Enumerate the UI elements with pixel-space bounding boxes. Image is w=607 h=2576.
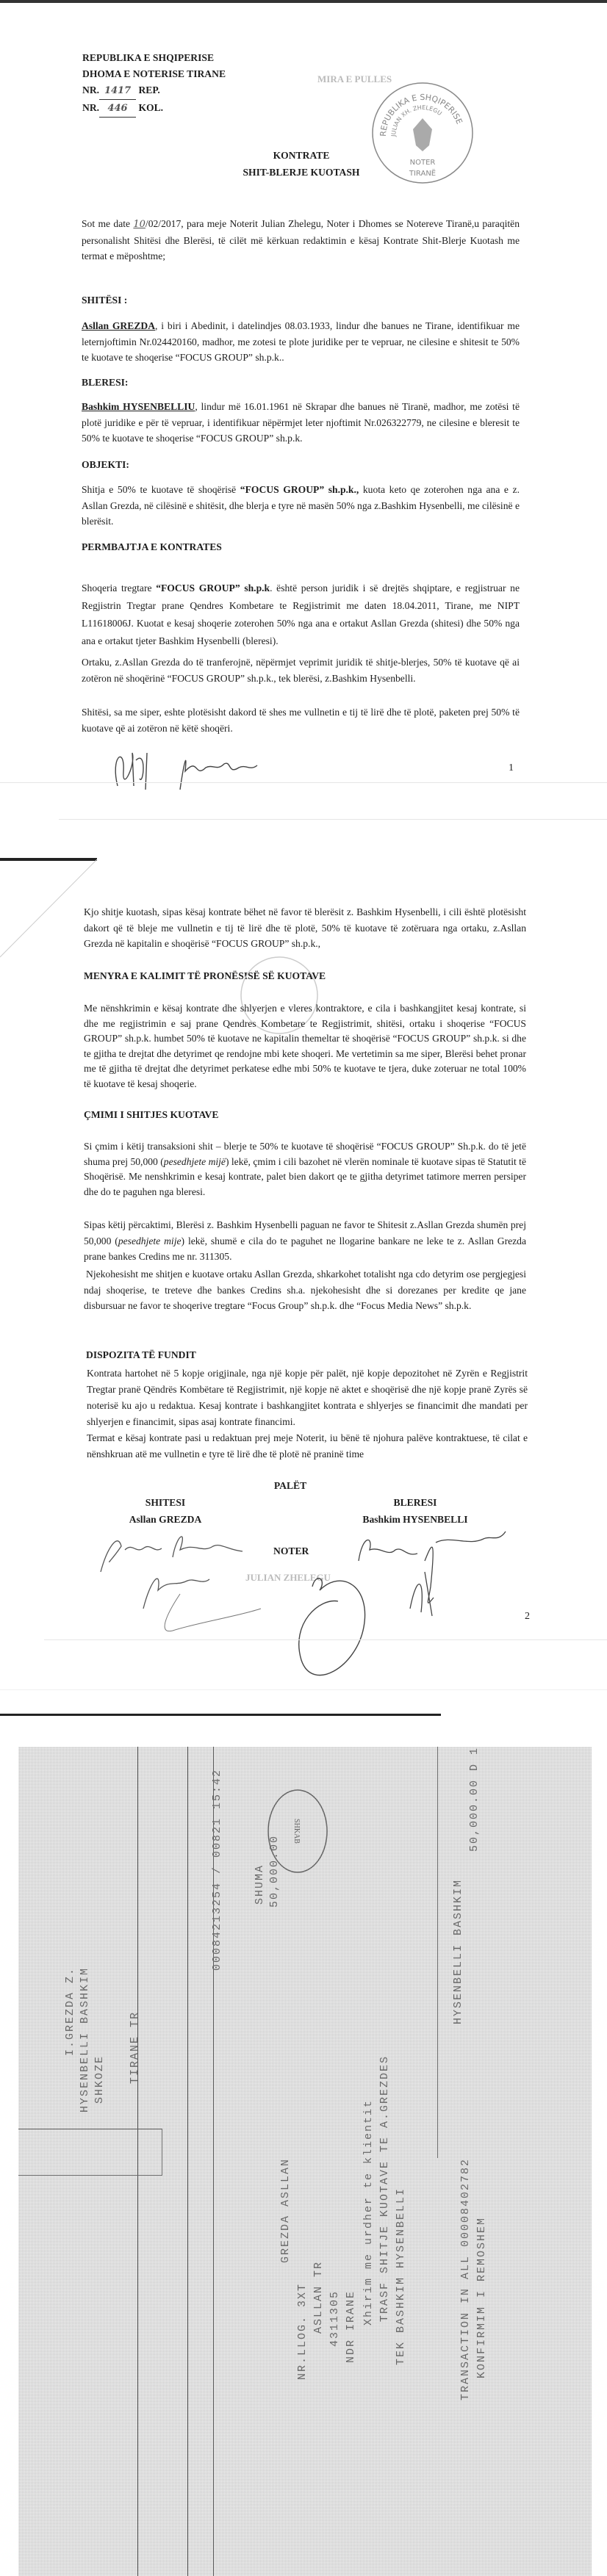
receipt-detail: NDR IRANE [345,2290,357,2364]
seller-agreement-paragraph: Shitësi, sa me siper, eshte plotësisht dakord të shes me vullnetin e tij të lirë dhe të plotë, paketen prej 50% të kuotave që ai zotëron në këtë shoqëri. [82,707,520,734]
bank-stamp-text: SHKAB [292,1819,301,1844]
final-paragraph: Kontrata hartohet në 5 kopje origjinale, nga një kopje për palët, një kopje depozitohet në Zyrën e Regjistrit Tregtar pranë Qëndrës Kombëtare të Regjistrimit, një kopje në aktet e shoqërisë dhe një kopje pranë Zyrës së noterisë ku ajo u redaktua. Kesaj kontrate i bashkangjitet kontrata e shlyerjes se financimit dhe mandati per shlyerjen e financimit, sipas asaj kontrate financimi. [87,1368,528,1427]
svg-text:NOTER: NOTER [409,159,436,167]
receipt-detail: 4311305 [328,2290,341,2348]
receipt-detail: NR.LLOG. 3XT [296,2283,309,2381]
amount-words: pesedhjete mije [118,1235,182,1246]
buyer-sign-name: Bashkim HYSENBELLI [362,1514,468,1525]
receipt-payee-amount: 50,000.00 D 1 [468,1747,481,1852]
seller-heading: SHITËSI : [82,295,128,306]
text: ) lekë, shumë e cila do te paguhet ne llogarine bankare ne leke te z. Asllan Grezda prane bankes Credins me nr. 311305. [84,1235,527,1262]
page-top-edge [0,0,607,3]
receipt-left-line: TIRANE TR [129,2011,141,2085]
receipt-left-line: SHKOZE [93,2055,106,2104]
column-line [187,1747,188,2576]
receipt-detail: TRASF SHITJE KUOTAVE TE A.GREZDES [378,2055,391,2323]
page-number: 1 [509,762,514,773]
contract-subtitle: SHIT-BLERJE KUOTASH [243,167,360,178]
partner-paragraph: Ortaku, z.Asllan Grezda do të tranferojnë, nëpërmjet veprimit juridik të shitje-blerjes, 50% të kuotave që ai zotëron në shoqërinë “FOCUS GROUP” sh.p.k., tek blerësi, z.Bashkim Hysenbelli. [82,657,520,684]
final-heading: DISPOZITA TË FUNDIT [86,1349,196,1360]
buyer-role: BLERESI [393,1497,437,1508]
text: Si çmim i këtij transaksioni shit – blerje te 50% te kuotave të shoqërisë “FOCUS GROUP” Sh.p.k. do të jetë shuma prej 50,000 ( [84,1141,526,1167]
text: Shitja e 50% te kuotave të shoqërisë [82,484,240,495]
text: Shoqeria tregtare [82,582,157,594]
sale-paragraph: Kjo shitje kuotash, sipas kësaj kontrate bëhet në favor të blerësit z. Bashkim Hysenbelli, i cili është plotësisht dakort që të bleje me vullnetin e tij të lirë dhe të plotë, 50% të kuotave të zotëruara nga ortaku, z.Asllan Grezda në kapitalin e shoqërisë “FOCUS GROUP” sh.p.k., [84,906,526,949]
header-line: DHOMA E NOTERISE TIRANE [82,68,226,79]
svg-text:TIRANË: TIRANË [409,170,437,178]
receipt-detail: GREZDA ASLLAN [279,2158,292,2264]
seller-paragraph [82,318,520,366]
bank-stamp-icon [265,1787,331,1875]
kol-number: 446 [99,101,136,118]
receipt-reference: 00084213254 / 00821 15:42 [211,1769,223,1971]
text: , i biri i Abedinit, i datelindjes 08.03.1933, lindur dhe banues ne Tirane, identifikuar me leternjoftimin Nr.024420160, madhor, me zotesi te plote juridike per te vepruar, ne cilesine e shitesit te 50% te kuotave te shoqerise “FOCUS GROUP” sh.p.k.. [82,320,520,363]
column-line [437,1747,438,2158]
company-paragraph [82,580,520,650]
intro-paragraph [82,216,520,264]
svg-text:REPUBLIKA E SHQIPERISE: REPUBLIKA E SHQIPERISE [378,92,464,137]
label: KOL. [138,102,164,113]
object-paragraph [82,482,520,530]
receipt-left-line: HYSENBELLI BASHKIM [79,1967,91,2113]
receipt-confirmation: KONFIRMIM I REMOSHEM [475,2217,488,2379]
text: ) lekë, çmim i cili bazohet në vlerën nominale të kuotave sipas të Statutit të Shoqërisë. Me nenshkrimin e kesaj kontrate, palet bien dakort qe te gjitha detyrimet tatimore merren persiper dhe do te paguhen nga bleresi. [84,1155,526,1197]
parties-heading: PALËT [273,1480,307,1491]
company-name: “FOCUS GROUP” sh.p.k., [240,484,359,495]
company-name: “FOCUS GROUP” sh.p.k [156,582,270,594]
text: kuota keto qe zoterohen nga ana e z. Asllan Grezda, në cilësinë e shitësit, dhe blerja e tyre në masën 50% nga z.Bashkim Hysenbelli, me cilësinë e blerësit. [82,484,520,527]
kol-number-line [82,100,226,118]
page-divider [0,782,607,783]
text: Sipas këtij përcaktimi, Blerësi z. Bashkim Hysenbelli paguan ne favor te Shitesit z.Asllan Grezda shumën prej 50,000 ( [84,1219,526,1246]
notary-role: NOTER [273,1545,309,1556]
text: . është person juridik i së drejtës shqiptare, e regjistruar ne Regjistrin Tregtar prane Qendres Kombetare te Regjistrimit me daten 18.04.2011, Tirane, me NIPT L11618006J. Kuotat e kesaj shoqerie zoterohen 50% nga ana e ortakut Asllan Grezda (shitesi) dhe 50% nga ana e ortakut tjeter Bashkim Hysenbelli (bleresi). [82,582,520,646]
receipt-transaction: TRANSACTION IN ALL 00008402782 [459,2158,472,2401]
receipt-detail: TEK BASHKIM HYSENBELLI [395,2187,407,2366]
rep-number: 1417 [99,83,136,100]
buyer-name: Bashkim HYSENBELLIU [82,401,195,412]
price-heading: ÇMIMI I SHITJES KUOTAVE [84,1109,219,1120]
notary-header [82,50,226,118]
buyer-heading: BLERESI: [82,377,129,388]
terms-paragraph: Termat e kësaj kontrate pasi u redaktuan prej meje Noterit, iu bënë të njohura palëve kontraktuese, të cilat e nënshkruan atë me vullnetin e tyre të lirë dhe të plotë në praninë time [87,1432,528,1460]
page-divider [0,1689,607,1690]
receipt-payee: HYSENBELLI BASHKIM [452,1879,464,2025]
seller-sign-name: Asllan GREZDA [129,1514,202,1525]
contract-title: KONTRATE [273,150,330,161]
price-paragraph [84,1139,526,1199]
handwritten-day: 10 [133,219,146,230]
receipt-amount: 50,000.00 [268,1835,281,1908]
text: Sot me date [82,218,134,229]
rep-number-line [82,82,226,100]
seller-role: SHITESI [145,1497,186,1508]
page-number: 2 [525,1611,530,1622]
seller-signature-icon [92,1528,268,1638]
seller-name: Asllan GREZDA [82,320,156,331]
transfer-paragraph: Me nënshkrimin e kësaj kontrate dhe shlyerjen e vleres kontraktore, e cila i bashkangjitet kesaj kontrate, si dhe me regjistrimin e saj prane Qendres Kombetare te Regjistrimit, shitësi, ortaku i shoqerise “FOCUS GROUP” sh.p.k. humbet 50% të kuotave ne kapitalin themeltar të shoqërisë “FOCUS GROUP” sh.p.k. si dhe te gjitha te drejtat dhe detyrimet qe rendojne mbi kete shoqeri. Me vertetimin sa me siper, Blerësi behet pronar me të gjitha të drejtat dhe detyrimet perkatese edhe mbi 50% te kuotave te tjera, duke zoteruar ne total 100% të kuotave të kesaj shoqerie. [84,1003,526,1089]
receipt-detail: Xhirim me urdher te klientit [362,2099,375,2326]
release-paragraph: Njekohesisht me shitjen e kuotave ortaku Asllan Grezda, shkarkohet totalisht nga cdo detyrim ose pergjegjesi ndaj shoqerise, te treteve dhe bankes Credins sh.a. njekohesisht dhe si dorezanes per kredite qe jane disbursuar ne favor te shoqerive tregtare “Focus Group” sh.p.k. dhe “Focus Media News” sh.p.k. [84,1269,526,1311]
payment-paragraph [84,1217,526,1265]
content-heading: PERMBAJTJA E KONTRATES [82,541,222,552]
page-divider [44,1639,607,1640]
amount-words: pesedhjete mijë [163,1155,226,1167]
label: NR. [82,102,100,113]
label: REP. [138,84,160,95]
notary-stamp-text: JULIAN ZHELEGU [245,1572,331,1583]
receipt-box [18,2129,162,2176]
buyer-signature-icon [351,1528,513,1623]
label: NR. [82,84,100,95]
text: , lindur më 16.01.1961 në Skrapar dhe banues në Tiranë, madhor, me zotësi të plotë juridike e për të vepruar, i identifikuar nëpërmjet leter njoftimit Nr.026322779, ne cilesine e bleresit te 50% te kuotave te shoqerise “FOCUS GROUP” sh.p.k. [82,401,520,444]
receipt-left-line: I.GREZDA Z. [64,1967,76,2057]
transfer-heading: MENYRA E KALIMIT TË PRONËSISË SË KUOTAVE [84,970,326,981]
text: /02/2017, para meje Noterit Julian Zhelegu, Noter i Dhomes se Notereve Tiranë,u paraqitën personalisht Shitësi dhe Blerësi, të cilët më kërkuan redaktimin e kësaj Kontrate Shit-Blerje Kuotash me termat e mëposhtme; [82,218,520,261]
header-line: REPUBLIKA E SHQIPERISE [82,52,215,63]
faded-stamp-text: MIRA E PULLES [317,73,392,84]
buyer-paragraph [82,399,520,447]
receipt-detail: ASLLAN TR [312,2261,325,2334]
svg-text:JULIAN XH. ZHELEGU: JULIAN XH. ZHELEGU [389,104,443,137]
object-heading: OBJEKTI: [82,459,129,470]
bank-receipt [18,1747,592,2576]
page-divider [59,819,607,820]
receipt-amount-label: SHUMA [254,1864,266,1905]
signature-initials-icon [103,742,272,797]
page-top-edge [0,1714,441,1716]
